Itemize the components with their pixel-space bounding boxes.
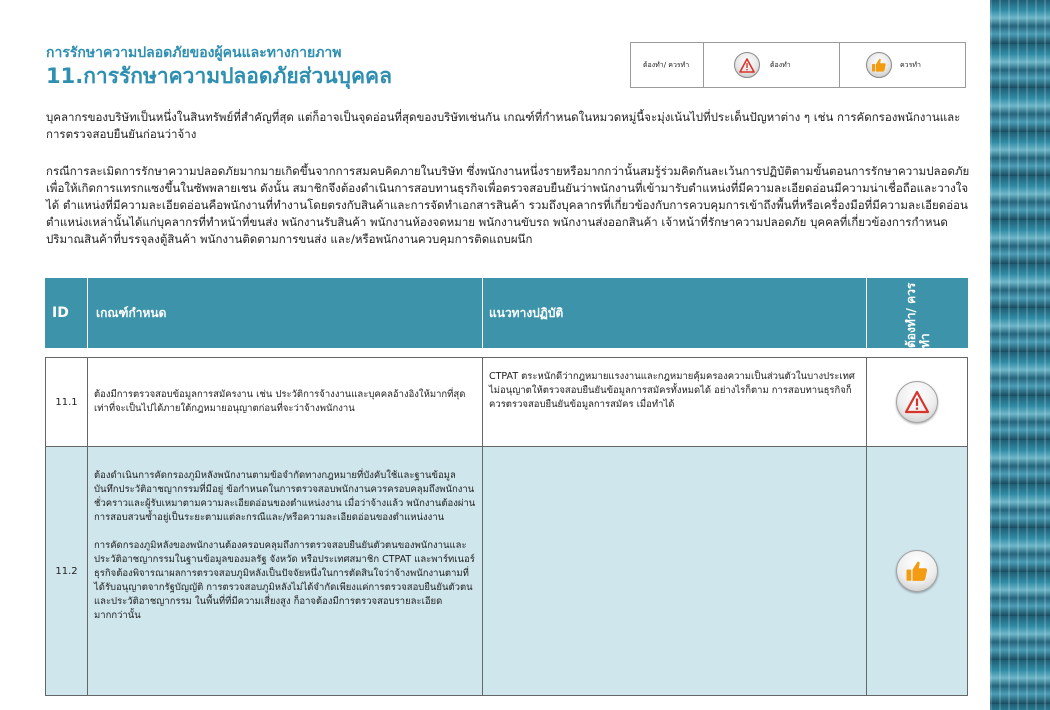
- legend-should: [840, 43, 965, 87]
- table-row: [46, 447, 967, 695]
- thumbs-up-icon: [866, 52, 892, 78]
- header-id: ID: [45, 278, 88, 348]
- criteria-text: การคัดกรองภูมิหลังของพนักงานต้องครอบคลุมถึงการตรวจสอบยืนยันตัวตนของพนักงานและประวัติอาชญากรรมในฐานข้อมูลของมลรัฐ จังหวัด หรือประเทศสมาชิก CTPAT และพาร์ทเนอร์ธุรกิจต้องพิจารณาผลการตรวจสอบภูมิหลังเป็นปัจจัยหนึ่งในการตัดสินใจว่าจ้างพนักงานตามที่ได้รับอนุญาตจากรัฐบัญญัติ การตรวจสอบภูมิหลังไม่ได้จำกัดเพียงแค่การตรวจสอบยืนยันตัวตนและประวัติอาชญากรรม ในพื้นที่ที่มีความเสี่ยงสูง ก็อาจต้องมีการตรวจสอบรายละเอียดมากกว่านั้น: [94, 540, 475, 621]
- intro-paragraph-1: บุคลากรของบริษัทเป็นหนึ่งในสินทรัพย์ที่สำคัญที่สุด แต่ก็อาจเป็นจุดอ่อนที่สุดของบริษัทเช่นกัน เกณฑ์ที่กำหนดในหมวดหมู่นี้จะมุ่งเน้นไปที่ประเด็นปัญหาต่าง ๆ เช่น การคัดกรองพนักงานและการตรวจสอบยืนยันก่อนว่าจ้าง: [46, 110, 961, 141]
- row-id: 11.1: [46, 358, 88, 446]
- criteria-text: ต้องดำเนินการคัดกรองภูมิหลังพนักงานตามข้อจำกัดทางกฎหมายที่บังคับใช้และฐานข้อมูลบันทึกประวัติอาชญากรรมที่มีอยู่ ข้อกำหนดในการตรวจสอบพนักงานควรครอบคลุมถึงพนักงานชั่วคราวและผู้รับเหมาตามความละเอียดอ่อนของตำแหน่งงาน เมื่อว่าจ้างแล้ว พนักงานต้องผ่านการสอบสวนซ้ำอยู่เป็นระยะตามแต่ละกรณีและ/หรือความละเอียดอ่อนของตำแหน่งงาน: [94, 470, 476, 523]
- row-id: 11.2: [46, 447, 88, 695]
- header-mark-label: ต้องทำ/ ควรทำ: [903, 282, 932, 348]
- criteria-table: [45, 357, 968, 696]
- row-mark: [867, 447, 967, 695]
- header-criteria: เกณฑ์กำหนด: [88, 278, 483, 348]
- legend-box: [630, 42, 966, 88]
- legend-must: [704, 43, 840, 87]
- row-guidance: [483, 447, 867, 695]
- row-mark: [867, 358, 967, 446]
- legend-should-label: ควรทำ: [900, 60, 921, 69]
- warning-triangle-icon: [896, 381, 938, 423]
- thumbs-up-icon: [896, 550, 938, 592]
- table-header: [45, 278, 968, 348]
- row-criteria: [88, 447, 483, 695]
- page-title: 11.การรักษาความปลอดภัยส่วนบุคคล: [46, 64, 392, 88]
- section-subtitle: การรักษาความปลอดภัยของผู้คนและทางกายภาพ: [46, 45, 342, 61]
- row-criteria: [88, 358, 483, 446]
- legend-must-label: ต้องทำ: [770, 60, 791, 69]
- intro-paragraph-2: กรณีการละเมิดการรักษาความปลอดภัยมากมายเกิดขึ้นจากการสมคบคิดภายในบริษัท ซึ่งพนักงานหนึ่งรายหรือมากกว่านั้นสมรู้ร่วมคิดกันละเว้นการปฏิบัติตามขั้นตอนการรักษาความปลอดภัยเพื่อให้เกิดการแทรกแซงขึ้นในซัพพลายเชน ดังนั้น สมาชิกจึงต้องดำเนินการสอบทานธุรกิจเพื่อตรวจสอบยืนยันว่าพนักงานที่เข้ามารับตำแหน่งที่มีความละเอียดอ่อนมีความน่าเชื่อถือและวางใจได้ ตำแหน่งที่มีความละเอียดอ่อนคือพนักงานที่ทำงานโดยตรงกับสินค้าและการจัดทำเอกสารสินค้า รวมถึงบุคลากรที่เกี่ยวข้องกับการควบคุมการเข้าถึงพื้นที่หรือเครื่องมือที่มีความละเอียดอ่อน ตำแหน่งเหล่านั้นได้แก่บุคลากรที่ทำหน้าที่ขนส่ง พนักงานรับสินค้า พนักงานห้องจดหมาย พนักงานขับรถ พนักงานส่งออกสินค้า เจ้าหน้าที่รักษาความปลอดภัย บุคคลที่เกี่ยวข้องการกำหนดปริมาณสินค้าที่บรรจุลงตู้สินค้า พนักงานติดตามการขนส่ง และ/หรือพนักงานควบคุมการติดแถบผนึก: [46, 164, 970, 246]
- header-mark: [867, 278, 968, 348]
- legend-label: ต้องทำ/ ควรทำ: [631, 43, 704, 87]
- table-row: [46, 358, 967, 447]
- criteria-text: ต้องมีการตรวจสอบข้อมูลการสมัครงาน เช่น ประวัติการจ้างงานและบุคคลอ้างอิงให้มากที่สุดเท่าที่จะเป็นไปได้ภายใต้กฎหมายอนุญาตก่อนที่จะว่าจ้างพนักงาน: [94, 389, 466, 414]
- header-guidance: แนวทางปฏิบัติ: [483, 278, 867, 348]
- warning-triangle-icon: [734, 52, 760, 78]
- decorative-side-strip: [990, 0, 1050, 710]
- row-guidance: CTPAT ตระหนักดีว่ากฎหมายแรงงานและกฎหมายคุ้มครองความเป็นส่วนตัวในบางประเทศไม่อนุญาตให้ตรวจสอบยืนยันข้อมูลการสมัครทั้งหมดได้ อย่างไรก็ตาม การสอบทานธุรกิจก็ควรตรวจสอบยืนยันข้อมูลการสมัคร เมื่อทำได้: [483, 358, 867, 446]
